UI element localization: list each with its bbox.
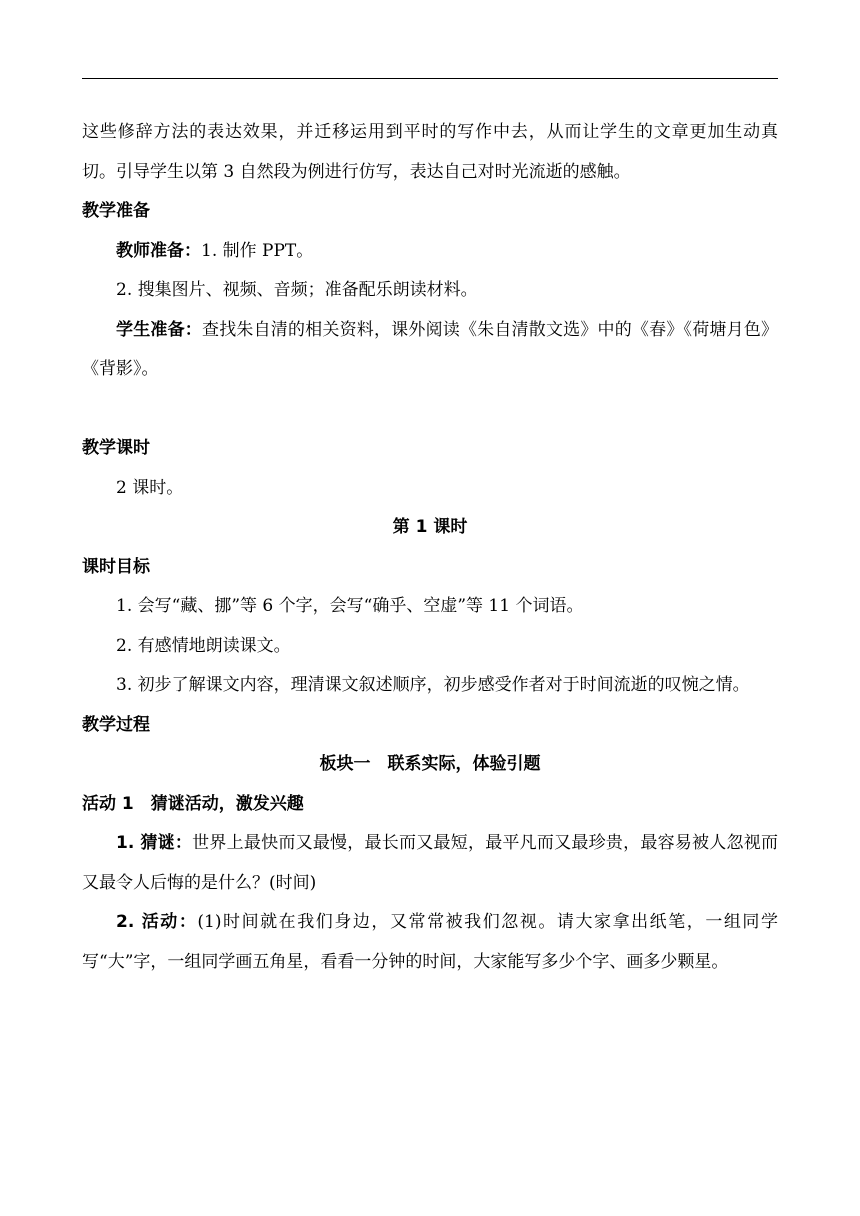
goal-item-3: 3. 初步了解课文内容，理清课文叙述顺序，初步感受作者对于时间流逝的叹惋之情。 — [116, 675, 750, 695]
prep-heading: 教学准备 — [82, 201, 150, 221]
hours-text: 2 课时。 — [116, 477, 184, 498]
hours-heading: 教学课时 — [82, 438, 150, 458]
spacer — [82, 390, 778, 430]
riddle-paragraph — [82, 824, 778, 903]
goal-item-2: 2. 有感情地朗读课文。 — [116, 635, 291, 656]
teacher-prep-label: 教师准备： — [116, 240, 201, 261]
activity1-title: 猜谜活动，激发兴趣 — [133, 793, 304, 814]
activity-text: (1)时间就在我们身边，又常常被我们忽视。请大家拿出纸笔，一组同学写“大”字，一组同学画五角星，看看一分钟的时间，大家能写多少个字、画多少颗星。 — [82, 912, 778, 972]
block1-title: 板块一 联系实际，体验引题 — [319, 754, 541, 774]
process-heading: 教学过程 — [82, 714, 150, 735]
activity1-heading — [82, 785, 778, 825]
activity-label: 2. 活动： — [116, 912, 198, 932]
goals-heading: 课时目标 — [82, 556, 150, 577]
goal-item-1: 1. 会写“藏、挪”等 6 个字，会写“确乎、空虚”等 11 个词语。 — [116, 596, 584, 616]
riddle-text: 世界上最快而又最慢，最长而又最短，最平凡而又最珍贵，最容易被人忽视而又最令人后悔的是什么？(时间) — [82, 833, 778, 893]
riddle-label: 1. 猜谜： — [116, 833, 193, 853]
intro-paragraph: 这些修辞方法的表达效果，并迁移运用到平时的写作中去，从而让学生的文章更加生动真切。引导学生以第 3 自然段为例进行仿写，表达自己对时光流逝的感触。 — [82, 122, 778, 182]
teacher-prep-item-1: 1. 制作 PPT。 — [201, 240, 314, 261]
lesson1-title: 第 1 课时 — [392, 517, 468, 537]
teacher-prep-line-2: 2. 搜集图片、视频、音频；准备配乐朗读材料。 — [116, 280, 478, 300]
student-prep-paragraph — [82, 311, 778, 390]
activity-paragraph — [82, 903, 778, 982]
header-rule — [82, 78, 778, 79]
student-prep-label: 学生准备： — [116, 319, 202, 340]
student-prep-text: 查找朱自清的相关资料，课外阅读《朱自清散文选》中的《春》《荷塘月色》《背影》。 — [82, 319, 779, 379]
activity1-label: 活动 1 — [82, 793, 134, 814]
document-body — [82, 113, 778, 982]
teacher-prep-line-1 — [82, 232, 778, 272]
